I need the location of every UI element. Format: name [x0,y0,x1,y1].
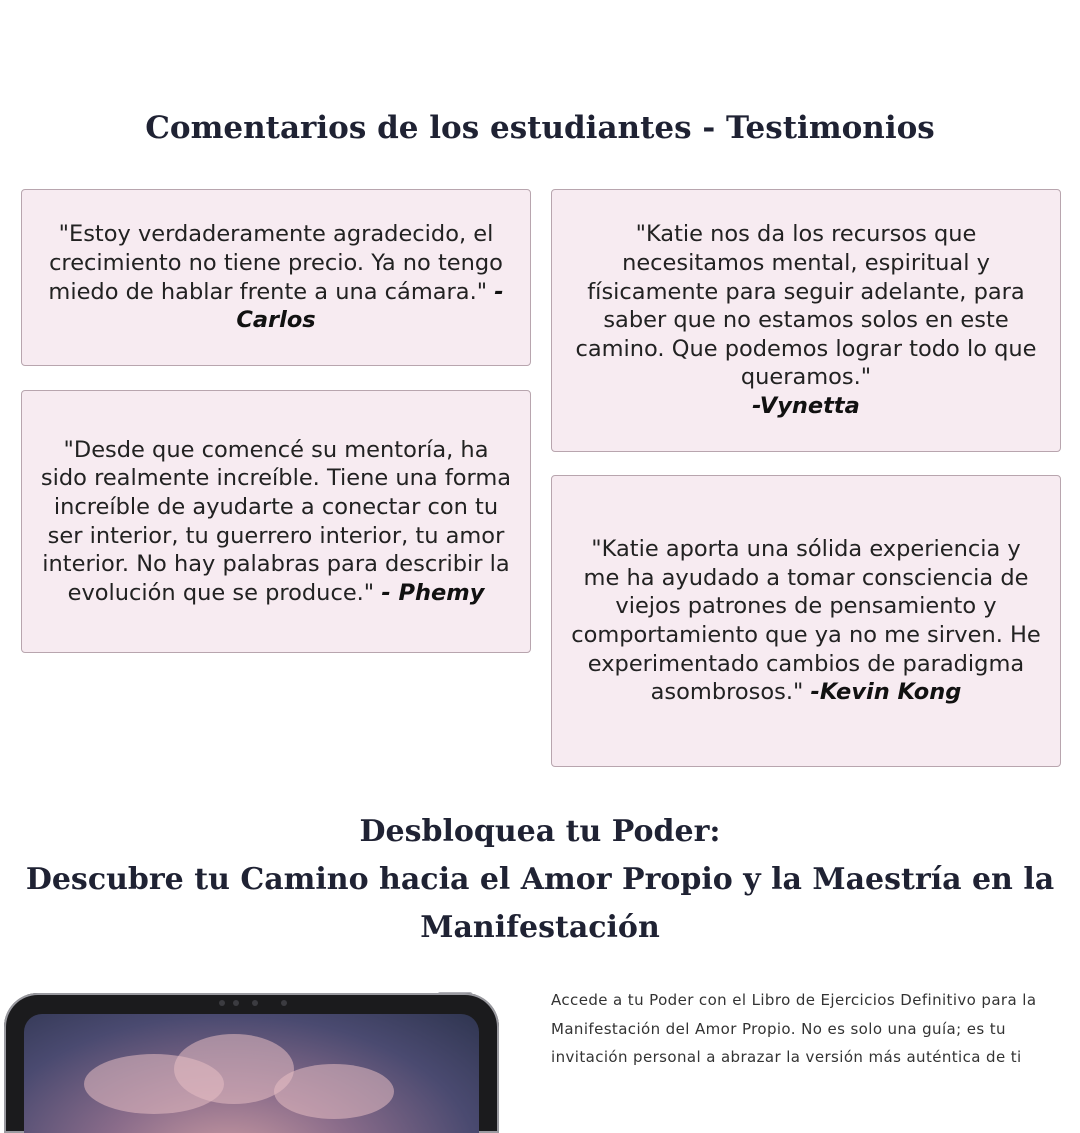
cloud-shape [274,1064,394,1119]
testimonial-text [570,220,1042,420]
product-title-line1: Desbloquea tu Poder: [359,814,721,849]
camera-dot [233,1000,239,1006]
testimonial-text [570,535,1042,707]
camera-lens [252,1000,258,1006]
tablet-mockup-image [4,993,499,1133]
testimonial-quote: "Katie nos da los recursos que necesitamos mental, espiritual y físicamente para seguir adelante, para saber que no estamos solos en este camino. Que podemos lograr todo lo que queramos." [575,221,1037,391]
testimonials-title: Comentarios de los estudiantes - Testimonios [145,110,935,146]
testimonial-text [40,220,512,334]
product-title [0,808,1080,952]
camera-dot [281,1000,287,1006]
testimonial-author: -Carlos [236,278,504,334]
product-description: Accede a tu Poder con el Libro de Ejercicios Definitivo para la Manifestación del Amor Propio. No es solo una guía; es tu invitación personal a abrazar la versión más auténtica de ti [551,991,1037,1066]
testimonial-author: -Kevin Kong [810,679,962,706]
testimonial-quote: "Estoy verdaderamente agradecido, el crecimiento no tiene precio. Ya no tengo miedo de hablar frente a una cámara." [48,221,503,305]
testimonial-card-kevin-kong [551,475,1061,767]
camera-dot [219,1000,225,1006]
testimonial-card-vynetta [551,189,1061,452]
testimonial-quote: "Katie aporta una sólida experiencia y me ha ayudado a tomar consciencia de viejos patrones de pensamiento y comportamiento que ya no me sirven. He experimentado cambios de paradigma asombrosos." [571,536,1041,706]
testimonial-author: -Vynetta [752,392,860,419]
testimonial-quote: "Desde que comencé su mentoría, ha sido realmente increíble. Tiene una forma increíble de ayudarte a conectar con tu ser interior, tu guerrero interior, tu amor interior. No hay palabras para describir la evolución que se produce." [40,436,512,606]
testimonial-card-phemy [21,390,531,653]
testimonial-card-carlos [21,189,531,366]
product-title-line2: Descubre tu Camino hacia el Amor Propio y la Maestría en la Manifestación [25,862,1055,945]
testimonial-text [40,436,512,608]
testimonial-author: - Phemy [381,579,485,606]
tablet-screen [24,1014,479,1133]
